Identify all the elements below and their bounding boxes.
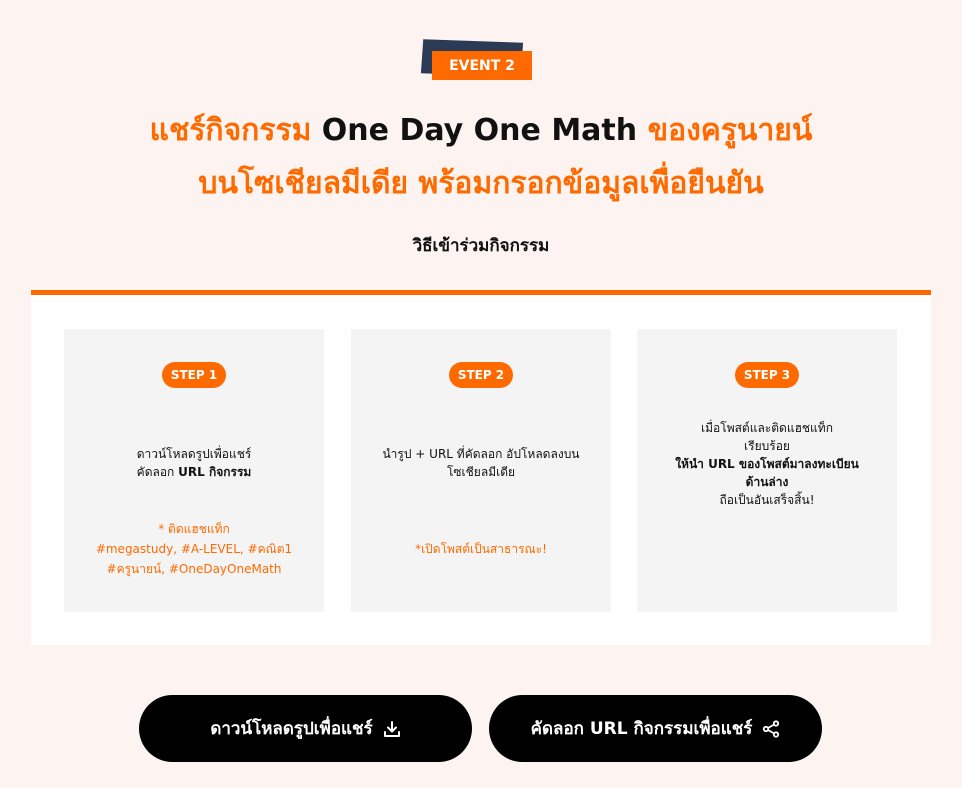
download-image-button[interactable] (139, 695, 472, 762)
note-line: #megastudy, #A-LEVEL, #คณิต1 (95, 542, 293, 556)
step-badge: STEP 1 (162, 362, 226, 388)
step-description (647, 419, 887, 509)
step-card-1 (64, 329, 324, 612)
step-note (74, 519, 314, 579)
step-text: ถือเป็นอันเสร็จสิ้น! (719, 493, 815, 507)
event-badge (422, 41, 532, 81)
page-title (0, 104, 962, 210)
download-icon (383, 720, 401, 738)
step-note (361, 539, 601, 559)
step-text: ดาวน์โหลดรูปเพื่อแชร์ (136, 447, 252, 461)
step-text-bold: ให้นำ URL ของโพสต์มาลงทะเบียน (675, 457, 859, 471)
step-text: เมื่อโพสต์และติดแฮชแท็ก (701, 421, 833, 435)
note-line: * ติดแฮชแท็ก (158, 522, 230, 536)
headline-line-2: บนโซเชียลมีเดีย พร้อมกรอกข้อมูลเพื่อยืนยัน (198, 166, 764, 201)
step-card-3 (637, 329, 897, 612)
step-text: เรียบร้อย (744, 439, 790, 453)
how-to-join-heading: วิธีเข้าร่วมกิจกรรม (412, 236, 550, 256)
note-line: #ครูนายน์, #OneDayOneMath (106, 562, 282, 576)
step-text: โซเชียลมีเดีย (446, 465, 516, 479)
headline-part-1: แชร์กิจกรรม (149, 113, 312, 148)
download-button-label: ดาวน์โหลดรูปเพื่อแชร์ (210, 719, 373, 739)
step-description (74, 445, 314, 481)
headline-part-2: One Day One Math (321, 113, 638, 148)
step-text-part: คัดลอก (136, 465, 175, 479)
step-text-bold: URL กิจกรรม (178, 465, 252, 479)
note-line: *เปิดโพสต์เป็นสาธารณะ! (415, 542, 547, 556)
step-card-2 (351, 329, 611, 612)
step-badge: STEP 3 (735, 362, 799, 388)
steps-panel (31, 290, 931, 645)
step-text (74, 463, 314, 481)
event-badge-label: EVENT 2 (432, 51, 532, 80)
step-text: นำรูป + URL ที่คัดลอก อัปโหลดลงบน (382, 447, 580, 461)
headline-part-3: ของครูนายน์ (647, 113, 813, 148)
step-badge: STEP 2 (449, 362, 513, 388)
copy-url-button-label: คัดลอก URL กิจกรรมเพื่อแชร์ (530, 719, 753, 739)
step-description (361, 445, 601, 481)
share-icon (762, 720, 780, 738)
copy-url-button[interactable] (489, 695, 822, 762)
headline-line-1 (0, 104, 962, 157)
step-text-bold: ด้านล่าง (745, 475, 789, 489)
